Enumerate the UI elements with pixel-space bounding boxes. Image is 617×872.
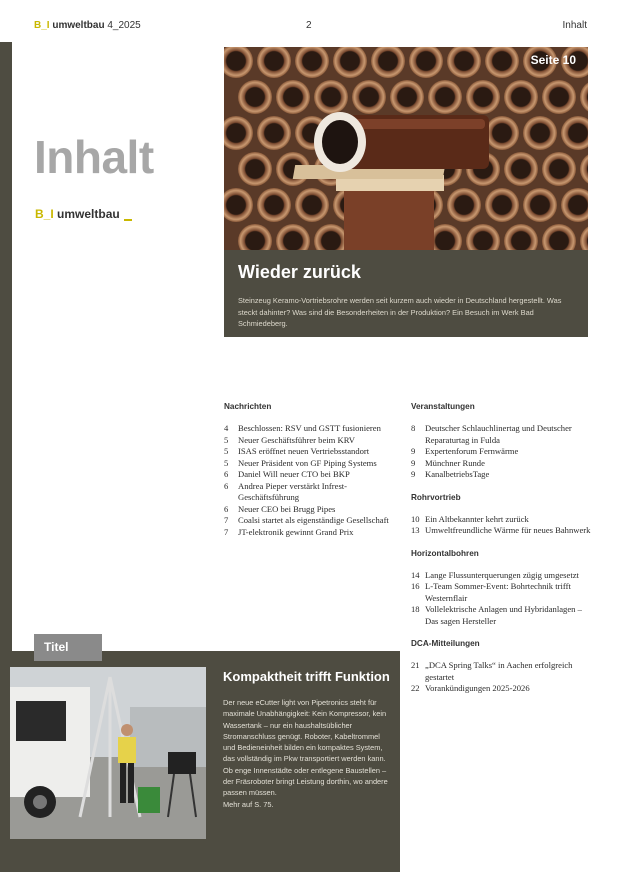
toc-entry-title: JT-elektronik gewinnt Grand Prix <box>238 526 354 537</box>
hero-headline: Wieder zurück <box>238 262 361 282</box>
brand-name: umweltbau <box>57 207 120 221</box>
toc-entry[interactable] <box>411 581 591 604</box>
page-title: Inhalt <box>34 131 154 183</box>
toc-entry-title: Umweltfreundliche Wärme für neues Bahnwerk <box>425 525 591 535</box>
cover-photo[interactable] <box>10 667 206 839</box>
brand-prefix: B_I <box>35 207 54 221</box>
toc-entry-title: Daniel Will neuer CTO bei BKP <box>238 469 350 479</box>
toc-entry[interactable] <box>411 660 591 683</box>
toc-entry-page: 5 <box>224 446 229 456</box>
toc-entry-page: 5 <box>224 457 229 468</box>
toc-entry-title: KanalbetriebsTage <box>425 469 490 479</box>
toc-entry-page: 9 <box>411 469 416 479</box>
cover-headline: Kompaktheit trifft Funktion <box>223 669 390 684</box>
toc-column-left <box>224 402 404 538</box>
toc-entry-page: 6 <box>224 480 229 491</box>
toc-entry[interactable] <box>224 527 404 539</box>
cover-body <box>223 697 393 810</box>
toc-section-heading: Nachrichten <box>224 402 272 411</box>
toc-entry[interactable] <box>224 435 404 447</box>
toc-entry[interactable] <box>224 423 404 435</box>
toc-entry-title: Deutscher Schlauchlinertag und Deutscher Reparaturtag in Fulda <box>425 423 572 445</box>
toc-entry-page: 22 <box>411 683 420 693</box>
hero-page-badge: Seite 10 <box>530 53 576 67</box>
header-section: Inhalt <box>562 20 587 31</box>
toc-entry-title: L-Team Sommer-Event: Bohrtechnik trifft Westernflair <box>425 581 571 603</box>
toc-section-heading: Rohrvortrieb <box>411 492 461 502</box>
toc-entry[interactable] <box>411 683 591 695</box>
toc-entry-title: Coalsi startet als eigenständige Gesellschaft <box>238 515 389 525</box>
header-brand-name: umweltbau <box>52 20 105 31</box>
toc-entry-title: Neuer Präsident von GF Piping Systems <box>238 457 377 468</box>
toc-entry-page: 18 <box>411 604 420 614</box>
hero-image[interactable] <box>224 47 588 250</box>
toc-entry-page: 13 <box>411 525 420 535</box>
toc-entry-title: Neuer CEO bei Brugg Pipes <box>238 503 336 514</box>
left-accent-strip <box>0 42 12 662</box>
toc-section-heading: Veranstaltungen <box>411 402 475 411</box>
toc-entry-page: 9 <box>411 446 416 456</box>
toc-entry[interactable] <box>224 504 404 516</box>
brand-logo <box>35 207 132 221</box>
toc-entry[interactable] <box>411 446 591 458</box>
toc-entry-title: Vollelektrische Anlagen und Hybridanlagen – Das sagen Hersteller <box>425 604 582 626</box>
toc-entry-page: 9 <box>411 457 416 468</box>
toc-entry-page: 10 <box>411 513 420 524</box>
toc-entry-title: „DCA Spring Talks“ in Aachen erfolgreich gestartet <box>425 660 573 682</box>
toc-section-heading: DCA-Mitteilungen <box>411 639 480 648</box>
toc-entry-title: Beschlossen: RSV und GSTT fusionieren <box>238 423 381 433</box>
toc-section-heading: Horizontalbohren <box>411 548 479 558</box>
ecutter-photo <box>10 667 206 839</box>
toc-entry[interactable] <box>411 525 591 537</box>
toc-entry[interactable] <box>224 469 404 481</box>
toc-entry-title: Ein Altbekannter kehrt zurück <box>425 513 529 524</box>
header-issue: 4_2025 <box>107 20 141 31</box>
header-page-number: 2 <box>306 20 312 31</box>
header-brand <box>34 20 141 31</box>
header-brand-prefix: B_I <box>34 20 50 31</box>
hero-feature-box[interactable] <box>224 250 588 337</box>
cover-more-link[interactable]: Mehr auf S. 75. <box>223 799 274 809</box>
toc-entry-title: ISAS eröffnet neuen Vertriebsstandort <box>238 446 370 456</box>
toc-entry-page: 6 <box>224 503 229 514</box>
toc-entry[interactable] <box>224 458 404 470</box>
toc-entry[interactable] <box>224 481 404 504</box>
toc-entry[interactable] <box>224 446 404 458</box>
toc-entry-page: 7 <box>224 526 229 537</box>
toc-entry-page: 4 <box>224 423 229 433</box>
brand-underscore <box>124 219 132 221</box>
hero-teaser: Steinzeug Keramo-Vortriebsrohre werden seit kurzem auch wieder in Deutschland hergestellt. Was steckt dahinter? Was sind die Besonderheiten in der Produktion? Ein Besuch im Werk Bad Schmiedeberg. <box>238 296 562 328</box>
cover-body-text: Der neue eCutter light von Pipetronics steht für maximale Unabhängigkeit: Kein Kompressor, kein Wassertank – nur ein haushaltsüblicher Stromanschluss genügt. Roboter, Kabeltrommel und Bedieneinheit bilden ein kompaktes System, das vollständig im Pkw transportiert werden kann. Ob enge Innenstädte oder entlegene Baustellen – der Fräsroboter bringt Leistung dorthin, wo andere passen müssen. <box>223 698 388 798</box>
toc-entry[interactable] <box>411 423 591 446</box>
cover-tab-label: Titel <box>34 634 102 661</box>
toc-entry-page: 21 <box>411 660 420 670</box>
toc-column-right <box>411 402 591 695</box>
toc-entry-page: 14 <box>411 569 420 580</box>
toc-entry-page: 16 <box>411 581 420 591</box>
toc-entry-page: 6 <box>224 469 229 479</box>
toc-entry-title: Neuer Geschäftsführer beim KRV <box>238 434 355 445</box>
toc-entry-page: 5 <box>224 434 229 445</box>
toc-entry[interactable] <box>411 604 591 627</box>
clay-pipes-photo <box>224 47 588 250</box>
toc-entry-title: Expertenforum Fernwärme <box>425 446 519 456</box>
toc-entry[interactable] <box>411 469 591 481</box>
cover-story-text <box>223 669 393 810</box>
toc-entry-title: Andrea Pieper verstärkt Infrest-Geschäftsführung <box>238 480 348 502</box>
toc-entry-title: Vorankündigungen 2025-2026 <box>425 683 530 693</box>
toc-entry-title: Lange Flussunterquerungen zügig umgesetzt <box>425 569 579 580</box>
toc-entry[interactable] <box>411 458 591 470</box>
toc-entry[interactable] <box>224 515 404 527</box>
toc-entry-page: 7 <box>224 515 229 525</box>
toc-entry-page: 8 <box>411 423 416 433</box>
toc-entry[interactable] <box>411 570 591 582</box>
toc-entry[interactable] <box>411 514 591 526</box>
toc-entry-title: Münchner Runde <box>425 457 485 468</box>
